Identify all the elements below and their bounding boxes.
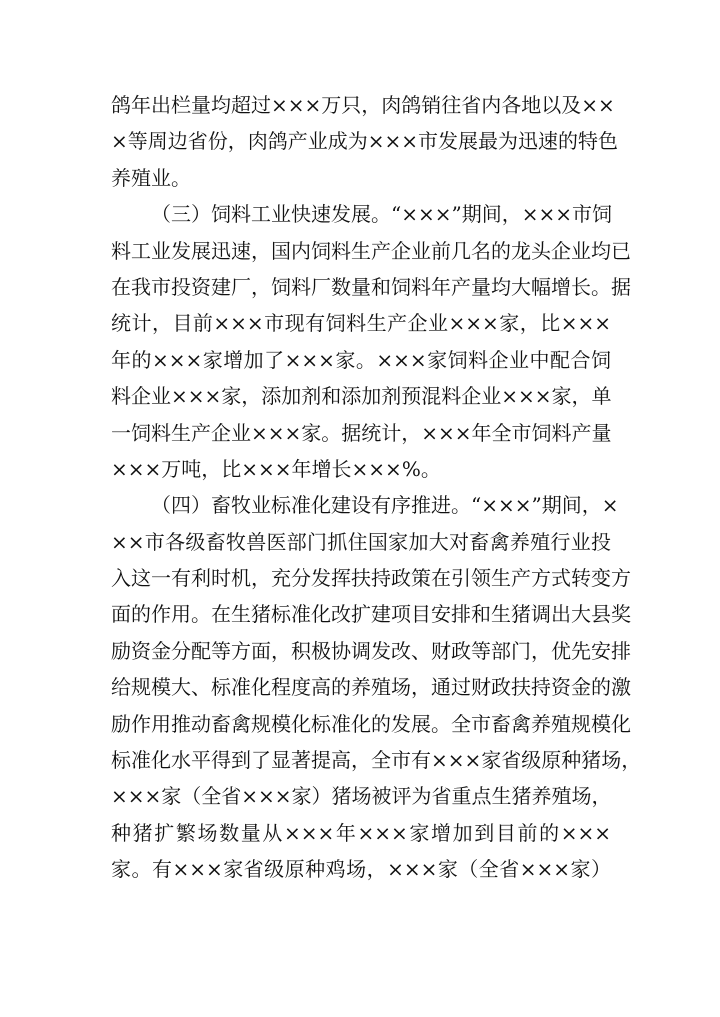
- document-body: [111, 87, 642, 888]
- text-line: 种猪扩繁场数量从×××年×××家增加到目前的×××: [111, 820, 611, 845]
- text-line: 一饲料生产企业×××家。据统计，×××年全市饲料产量: [111, 420, 612, 445]
- section-heading-line: （四）畜牧业标准化建设有序推进。“×××”期间，×: [151, 493, 619, 518]
- text-line: 鸽年出栏量均超过×××万只，肉鸽销往省内各地以及××: [111, 93, 615, 117]
- text-line: ×××家（全省×××家）猪场被评为省重点生猪养殖场，: [111, 784, 612, 809]
- text-line: 在我市投资建厂，饲料厂数量和饲料年产量均大幅增长。据: [111, 274, 631, 299]
- text-line: 年的×××家增加了×××家。×××家饲料企业中配合饲: [111, 347, 611, 372]
- text-line: 给规模大、标准化程度高的养殖场，通过财政扶持资金的激: [111, 675, 631, 700]
- text-line: 料企业×××家，添加剂和添加剂预混料企业×××家，单: [111, 384, 612, 409]
- text-line: 家。有×××家省级原种鸡场，×××家（全省×××家）: [111, 857, 611, 882]
- text-line: 励作用推动畜禽规模化标准化的发展。全市畜禽养殖规模化: [111, 711, 631, 736]
- text-line: 标准化水平得到了显著提高，全市有×××家省级原种猪场，: [111, 748, 642, 773]
- text-line: 入这一有利时机，充分发挥扶持政策在引领生产方式转变方: [111, 566, 631, 591]
- text-line: ××市各级畜牧兽医部门抓住国家加大对畜禽养殖行业投: [111, 529, 611, 554]
- text-line: 励资金分配等方面，积极协调发改、财政等部门，优先安排: [111, 638, 631, 663]
- text-line: ×××万吨，比×××年增长×××%。: [111, 456, 441, 481]
- text-line: 料工业发展迅速，国内饲料生产企业前几名的龙头企业均已: [111, 238, 631, 263]
- text-line: 面的作用。在生猪标准化改扩建项目安排和生猪调出大县奖: [111, 602, 631, 627]
- text-line: ×等周边省份，肉鸽产业成为×××市发展最为迅速的特色: [111, 129, 619, 154]
- text-line: 统计，目前×××市现有饲料生产企业×××家，比×××: [111, 311, 611, 336]
- section-heading-line: （三）饲料工业快速发展。“×××”期间，×××市饲: [151, 202, 612, 227]
- text-line: 养殖业。: [111, 165, 191, 190]
